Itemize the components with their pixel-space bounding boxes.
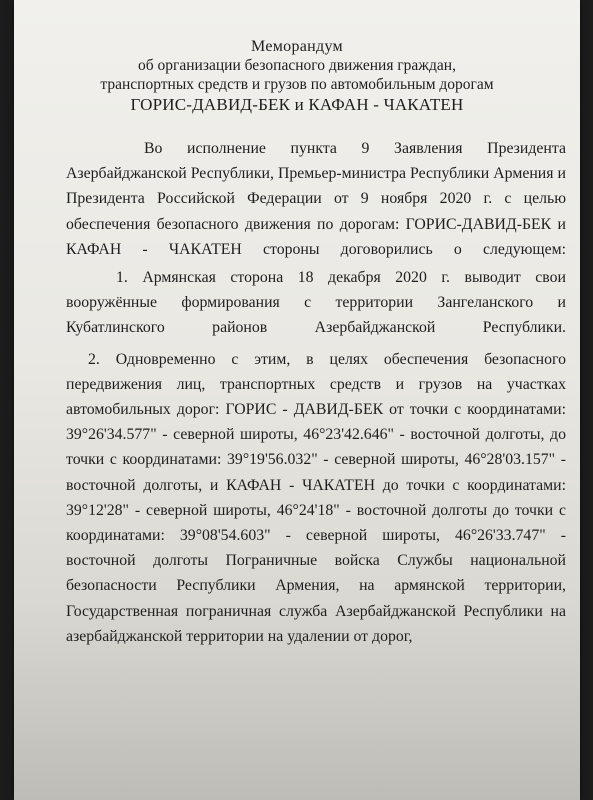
- subtitle-line-2: транспортных средств и грузов по автомобильным дорогам: [100, 76, 494, 93]
- paragraph-item-2: 2. Одновременно с этим, в целях обеспечения безопасного передвижения лиц, транспортных средств и грузов на участках автомобильных дорог: ГОРИС - ДАВИД-БЕК от точки с координатами: 39°26'34.577" - северной широты, 46°23'42.646" - восточной долготы, до точки с координатами: 39°19'56.032" - северной широты, 46°28'03.157" - восточной долготы, и КАФАН - ЧАКАТЕН до точки с координатами: 39°12'28" - северной широты, 46°24'18" - восточной долготы до точки с координатами: 39°08'54.603" - северной широты, 46°26'33.747" - восточной долготы Пограничные войска Службы национальной безопасности Республики Армения, на армянской территории, Государственная пограничная служба Азербайджанской Республики на азербайджанской территории на удалении от дорог,: [66, 350, 566, 645]
- document-body: [66, 136, 566, 649]
- page-title: Меморандум: [251, 38, 343, 55]
- document-page: [14, 0, 580, 800]
- document-header: [14, 38, 580, 116]
- paragraph-item-1: 1. Армянская сторона 18 декабря 2020 г. выводит свои вооружённые формирования с территории Зангеланского и Кубатлинского районов Азербайджанской Республики.: [66, 269, 566, 337]
- roads-heading: ГОРИС-ДАВИД-БЕК и КАФАН - ЧАКАТЕН: [130, 95, 464, 114]
- subtitle-line-1: об организации безопасного движения граждан,: [138, 57, 456, 74]
- paragraph-intro: Во исполнение пункта 9 Заявления Президента Азербайджанской Республики, Премьер-министра Республики Армения и Президента Российской Федерации от 9 ноября 2020 г. с целью обеспечения безопасного движения по дорогам: ГОРИС-ДАВИД-БЕК и КАФАН - ЧАКАТЕН стороны договорились о следующем:: [66, 140, 566, 258]
